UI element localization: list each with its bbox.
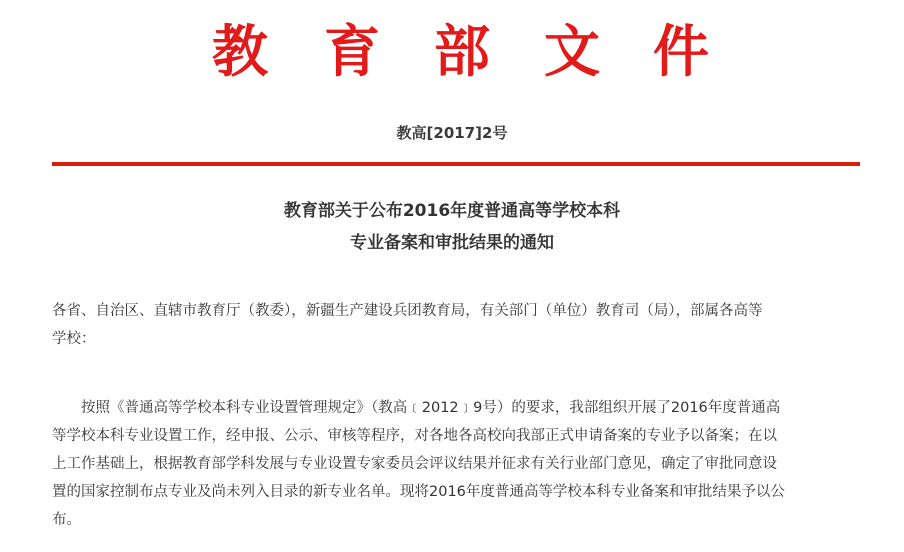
body-line: 上工作基础上，根据教育部学科发展与专业设置专家委员会评议结果并征求有关行业部门意见，确定了审批同意设	[52, 456, 777, 472]
document-title	[0, 195, 904, 259]
document-number: 教高[2017]2号	[396, 124, 508, 142]
addressee-paragraph	[52, 297, 862, 353]
body-line: 等学校本科专业设置工作，经申报、公示、审核等程序，对各地各高校向我部正式申请备案的专业予以备案；在以	[52, 428, 777, 444]
addressee-line: 各省、自治区、直辖市教育厅（教委），新疆生产建设兵团教育局，有关部门（单位）教育司（局），部属各高等	[52, 303, 763, 319]
body-line: 置的国家控制布点专业及尚未列入目录的新专业名单。现将2016年度普通高等学校本科专业备案和审批结果予以公	[52, 484, 785, 500]
masthead-char: 育	[324, 19, 380, 85]
body-line: 布。	[52, 512, 81, 528]
masthead	[0, 14, 904, 94]
addressee-line: 学校：	[52, 331, 96, 347]
title-line: 教育部关于公布2016年度普通高等学校本科	[283, 201, 621, 221]
masthead-char: 部	[434, 19, 490, 85]
masthead-char: 文	[544, 19, 600, 85]
masthead-char: 教	[212, 19, 268, 85]
masthead-char: 件	[653, 19, 709, 85]
red-divider-rule	[52, 162, 860, 166]
body-paragraph	[52, 394, 862, 534]
body-line: 按照《普通高等学校本科专业设置管理规定》（教高﹝2012﹞9号）的要求，我部组织开展了2016年度普通高	[81, 400, 781, 416]
title-line: 专业备案和审批结果的通知	[350, 233, 554, 253]
